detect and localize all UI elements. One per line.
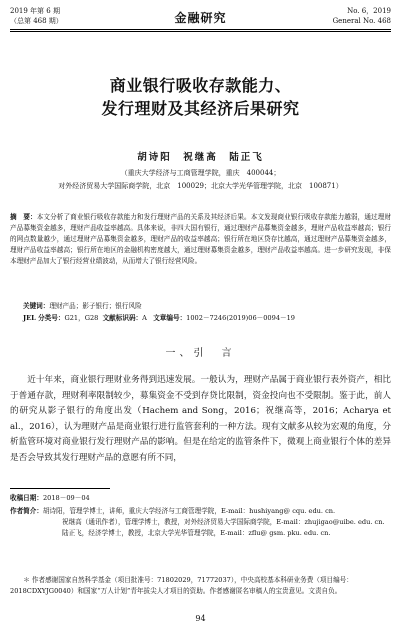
footnote-divider xyxy=(10,488,110,489)
author-bio-2: 祝继高（通讯作者），管理学博士，教授，对外经济贸易大学国际商学院，E-mail：zhujigao@uibe. edu. cn. xyxy=(62,518,385,526)
header-divider-thin xyxy=(10,31,391,32)
abstract-label: 摘 要： xyxy=(10,213,37,221)
body-paragraph: 近十年来，商业银行理财业务得到迅速发展。一般认为，理财产品属于商业银行表外资产，相比于普通存款，理财利率限制较少，募集资金不受到存贷比限制，资金投向也不受限制。鉴于此，前人的研究从影子银行的角度出发（Hachem and Song，2016；祝继高等，2016；Acharya et al.，2016），认为理财产品是商业银行进行监管套利的一种方法。现有文献多从较为宏观的角度，分析监管环境对商业银行发行理财产品的影响。但是在给定的监管条件下，微观上商业银行个体的差异是否会导致其发行理财产品的意愿有所不同， xyxy=(10,375,391,463)
journal-name: 金融研究 xyxy=(174,11,227,25)
page-number: 94 xyxy=(195,614,206,623)
article-title-line1: 商业银行吸收存款能力、 xyxy=(109,76,292,95)
section-heading: 一、引 言 xyxy=(165,348,236,359)
author-list: 胡诗阳 祝继高 陆正飞 xyxy=(137,152,264,163)
issue-number-en: No. 6，2019 xyxy=(347,7,391,15)
doc-code-label: 文献标识码： xyxy=(102,314,143,322)
article-number-label: 文章编号： xyxy=(153,314,187,322)
doc-code-value: A xyxy=(142,314,147,322)
received-label: 收稿日期： xyxy=(10,494,43,502)
abstract xyxy=(10,212,391,267)
header-divider xyxy=(10,29,391,30)
jel-label: JEL 分类号： xyxy=(23,314,65,322)
author-bios xyxy=(10,506,391,539)
abstract-text: 本文分析了商业银行吸收存款能力和发行理财产品的关系及其经济后果。本文发现商业银行吸收存款能力越弱，通过理财产品募集资金越多，理财产品收益率越高。具体来说，非四大国有银行，通过理财产品募集资金越多，理财产品收益率越高；银行的网点数量越少，通过理财产品募集资金越多，理财产品的收益率越高；银行所在地区贷存比越高，通过理财产品募集资金越多，理财产品收益率越高；银行所在地区的金融机构密度越大，通过理财募集资金越多，理财产品收益率越高。进一步研究发现，非保本理财产品加大了银行经营业绩波动，从而增大了银行经营风险。 xyxy=(10,213,392,265)
article-number-value: 1002－7246(2019)06－0094－19 xyxy=(186,314,296,322)
keywords-text: 理财产品；影子银行；银行风险 xyxy=(49,302,142,310)
keywords-label: 关键词： xyxy=(23,302,50,310)
received-date xyxy=(10,493,391,504)
funding-acknowledgement: ＊ 作者感谢国家自然科学基金（项目批准号：71802029，71772037），中央高校基本科研业务费（项目编号：2018CDXYJG0040）和国家“万人计划”青年拔尖人才项目的资助。作者感谢匿名审稿人的宝贵意见。文责自负。 xyxy=(10,576,353,595)
affiliation-line1: （重庆大学经济与工商管理学院，重庆 400044； xyxy=(120,169,281,177)
keywords xyxy=(23,301,142,312)
issue-year-number: 2019 年第 6 期 xyxy=(10,7,60,15)
received-value: 2018－09－04 xyxy=(42,494,90,502)
author-bios-label: 作者简介： xyxy=(10,507,43,515)
affiliation-line2: 对外经济贸易大学国际商学院，北京 100029；北京大学光华管理学院，北京 100871） xyxy=(58,182,343,190)
issue-total-number: （总第 468 期） xyxy=(10,17,63,25)
issue-info-en xyxy=(333,6,391,26)
general-number-en: General No. 468 xyxy=(332,17,391,25)
jel-value: G21，G28 xyxy=(64,314,99,322)
article-title-line2: 发行理财及其经济后果研究 xyxy=(101,99,300,118)
author-bio-3: 陆正飞，经济学博士，教授，北京大学光华管理学院，E-mail：zflu@ gsm. pku. edu. cn. xyxy=(62,529,331,537)
author-bio-1: 胡诗阳，管理学博士，讲师，重庆大学经济与工商管理学院，E-mail：hushiyang@ cqu. edu. cn. xyxy=(42,507,336,515)
classification-line xyxy=(23,313,295,324)
